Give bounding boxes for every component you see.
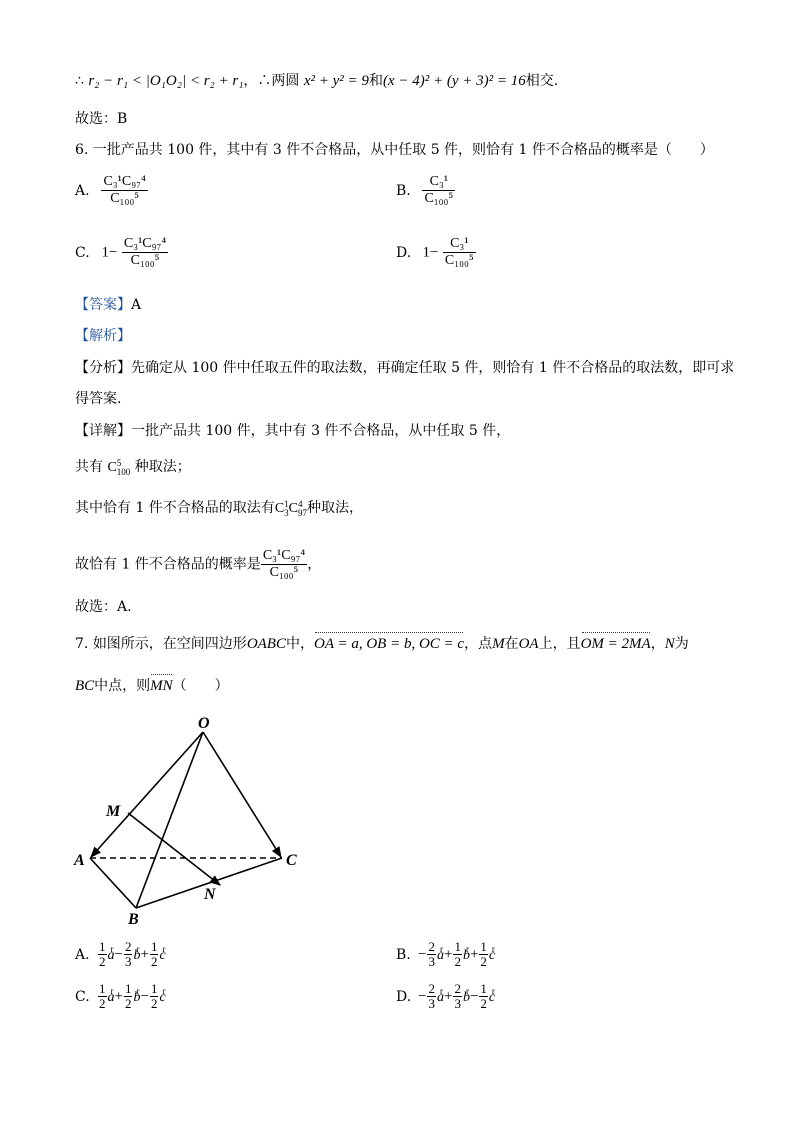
edge-oc [203,732,281,857]
q7-option-d [396,982,495,1011]
vector-symbol: r c [489,990,495,1005]
vector-symbol: r b [463,948,470,963]
fraction-denominator: 3 [428,996,435,1011]
text-fragment: 如图所示，在空间四边形 [92,636,247,652]
prev-solution-conclusion [75,71,558,91]
fraction-numerator: 1 [150,939,158,954]
label-c: C [286,852,297,869]
fenxi-tag: 【分析】 [75,360,131,376]
q6-option-a [75,174,148,207]
coefficient-fraction [479,940,488,969]
text-fragment: 中， [285,636,314,652]
label-o: O [198,715,210,732]
fraction-numerator: 2 [428,981,435,996]
vector-definitions: OA = a, OB = b, OC = c [313,636,465,652]
probability-fraction [261,548,307,581]
fraction-numerator: 1 [480,939,487,954]
fenxi-text: 先确定从 100 件中任取五件的取法数，再确定任取 5 件，则恰有 1 件不合格品的取法数，即可求 [131,360,735,376]
coefficient-fraction [479,982,488,1011]
fraction-denominator: C₁₀₀⁵ [269,565,299,580]
option-label: D. [396,988,412,1005]
operator: − [114,946,123,963]
q6-conclusion: 故选：A. [75,599,132,615]
q6-answer [75,295,141,315]
question-6-stem [75,140,714,160]
fraction-numerator: C₃¹C₉₇⁴ [103,174,146,189]
fraction-numerator: C₃¹ [422,174,455,191]
label-m: M [106,803,121,820]
option-fraction [422,174,455,207]
vector-symbol: r b [463,990,470,1005]
operator: + [114,988,123,1005]
fraction-numerator: C₃¹C₉₇⁴ [262,548,306,563]
text-fragment: 相交. [525,73,559,89]
prev-answer: 故选：B [75,111,128,127]
text-fragment: 故恰有 1 件不合格品的概率是 [75,556,261,573]
coefficient-fraction [453,982,462,1011]
text-fragment: ，点 [464,636,493,652]
q6-total-ways [75,457,191,478]
q6-xiangjie [75,421,510,441]
fraction-denominator: 2 [150,954,158,969]
combination-c100-5: C 5 100 [107,457,131,477]
tetrahedron-figure [70,708,310,928]
coefficient-fraction [98,982,107,1011]
fraction-denominator: C₁₀₀⁵ [424,191,454,206]
vector-symbol: r a [108,990,115,1005]
operator: + [443,946,453,963]
vector-symbol: r a [437,948,444,963]
fraction-numerator: C₃¹ [443,236,476,253]
q6-analysis-header [75,326,131,346]
option-label: A. [75,182,90,199]
operator: + [443,988,453,1005]
q6-fenxi-cont: 得答案. [75,391,122,407]
label-a: A [74,852,85,869]
circle-equation-1: x² + y² = 9 [303,73,369,89]
q6-option-d [396,236,476,269]
q6-option-b [396,174,455,207]
vector-symbol: r c [489,948,495,963]
fraction-numerator: 1 [99,939,106,954]
fraction-denominator: 2 [150,996,158,1011]
fraction-numerator: 2 [454,981,461,996]
option-label: A. [75,946,90,963]
coefficient-fraction [150,982,159,1011]
text-fragment: 种取法， [307,500,363,516]
vector-symbol: r b [133,990,140,1005]
coefficient-fraction [427,940,436,969]
circle-radius-inequality: r₂ − r₁ < |O₁O₂| < r₂ + r₁ [88,73,244,89]
operator: − [418,988,427,1005]
vector-symbol: r b [133,948,140,963]
option-fraction [101,174,147,207]
edge-ab [90,858,136,908]
therefore-symbol: ∴ [75,73,84,89]
text-fragment: ，∴两圆 [243,73,300,89]
text-fragment: 中点，则 [94,678,151,694]
vector-symbol: r c [159,990,165,1005]
fraction-denominator: 2 [480,996,487,1011]
fraction-denominator: 2 [99,996,106,1011]
q6-option-c [75,236,168,269]
text-fragment: ， [307,556,322,573]
option-fraction [443,236,476,269]
question-7-stem [75,634,689,654]
fraction-denominator: C₁₀₀⁵ [110,191,140,206]
operator: − [418,946,427,963]
vector-symbol: r a [437,990,444,1005]
answer-value: A [131,297,142,313]
text-fragment: 种取法； [134,459,191,475]
fraction-numerator: 1 [150,981,158,996]
analysis-tag: 【解析】 [75,328,131,344]
q7-option-c [75,982,166,1011]
quadrilateral-name: OABC [246,636,286,652]
text-fragment: （ ） [172,678,229,694]
operator: − [469,988,479,1005]
coefficient-fraction [453,940,462,969]
q6-favorable-ways [75,498,363,519]
fraction-denominator: C₁₀₀⁵ [444,253,474,268]
vector-symbol: r c [159,948,165,963]
fraction-denominator: 3 [454,996,461,1011]
fraction-numerator: 1 [99,981,106,996]
text-fragment: ， [650,636,665,652]
point-n: N [664,636,675,652]
vector-relation: OM = 2MA [580,636,651,652]
q7-option-a [75,940,166,969]
combination-product: C 1 3 C 4 97 [274,498,307,518]
option-label: B. [396,182,411,199]
label-b: B [128,911,139,928]
question-text: 一批产品共 100 件，其中有 3 件不合格品，从中任取 5 件，则恰有 1 件不合格品的概率是（ ） [92,142,714,158]
text-fragment: 为 [674,636,689,652]
operator: − [140,988,149,1005]
fraction-numerator: 2 [124,939,132,954]
text-fragment: 上，且 [538,636,581,652]
segment-oa: OA [518,636,539,652]
xiangjie-text: 一批产品共 100 件，其中有 3 件不合格品，从中任取 5 件， [131,423,511,439]
vector-mn: MN [150,678,173,694]
fraction-denominator: 3 [428,954,435,969]
option-label: D. [396,244,412,261]
vector-mn-segment [128,813,220,885]
fraction-denominator: 2 [124,996,132,1011]
option-label: B. [396,946,411,963]
coefficient-fraction [124,940,133,969]
fraction-denominator: 2 [454,954,461,969]
fraction-numerator: C₃¹C₉₇⁴ [123,236,167,251]
q6-probability [75,548,321,581]
option-label: C. [75,988,90,1005]
option-label: C. [75,244,90,261]
q6-fenxi [75,358,734,378]
question-number: 7. [75,636,89,652]
text-fragment: 在 [504,636,519,652]
fraction-numerator: 2 [428,939,435,954]
operator: + [469,946,479,963]
coefficient-fraction [98,940,107,969]
fraction-numerator: 1 [454,939,461,954]
q7-option-b [396,940,495,969]
question-7-stem-cont [75,676,229,696]
vector-symbol: r a [108,948,115,963]
edge-oa [91,732,203,857]
operator: + [140,946,149,963]
answer-tag: 【答案】 [75,297,131,313]
circle-equation-2: (x − 4)² + (y + 3)² = 16 [382,73,526,89]
fraction-numerator: 1 [480,981,487,996]
coefficient-fraction [427,982,436,1011]
fraction-denominator: C₁₀₀⁵ [130,253,160,268]
text-fragment: 其中恰有 1 件不合格品的取法有 [75,500,275,516]
segment-bc: BC [75,678,95,694]
label-n: N [204,886,216,903]
option-prefix: 1− [101,244,118,261]
fraction-denominator: 2 [480,954,487,969]
text-fragment: 共有 [75,459,103,475]
option-prefix: 1− [422,244,439,261]
coefficient-fraction [124,982,133,1011]
text-fragment: 和 [368,73,383,89]
fraction-numerator: 1 [124,981,132,996]
option-fraction [122,236,168,269]
question-number: 6. [75,142,89,158]
fraction-denominator: 3 [124,954,132,969]
xiangjie-tag: 【详解】 [75,423,131,439]
coefficient-fraction [150,940,159,969]
fraction-denominator: 2 [99,954,106,969]
edge-ob [136,732,203,908]
point-m: M [492,636,505,652]
